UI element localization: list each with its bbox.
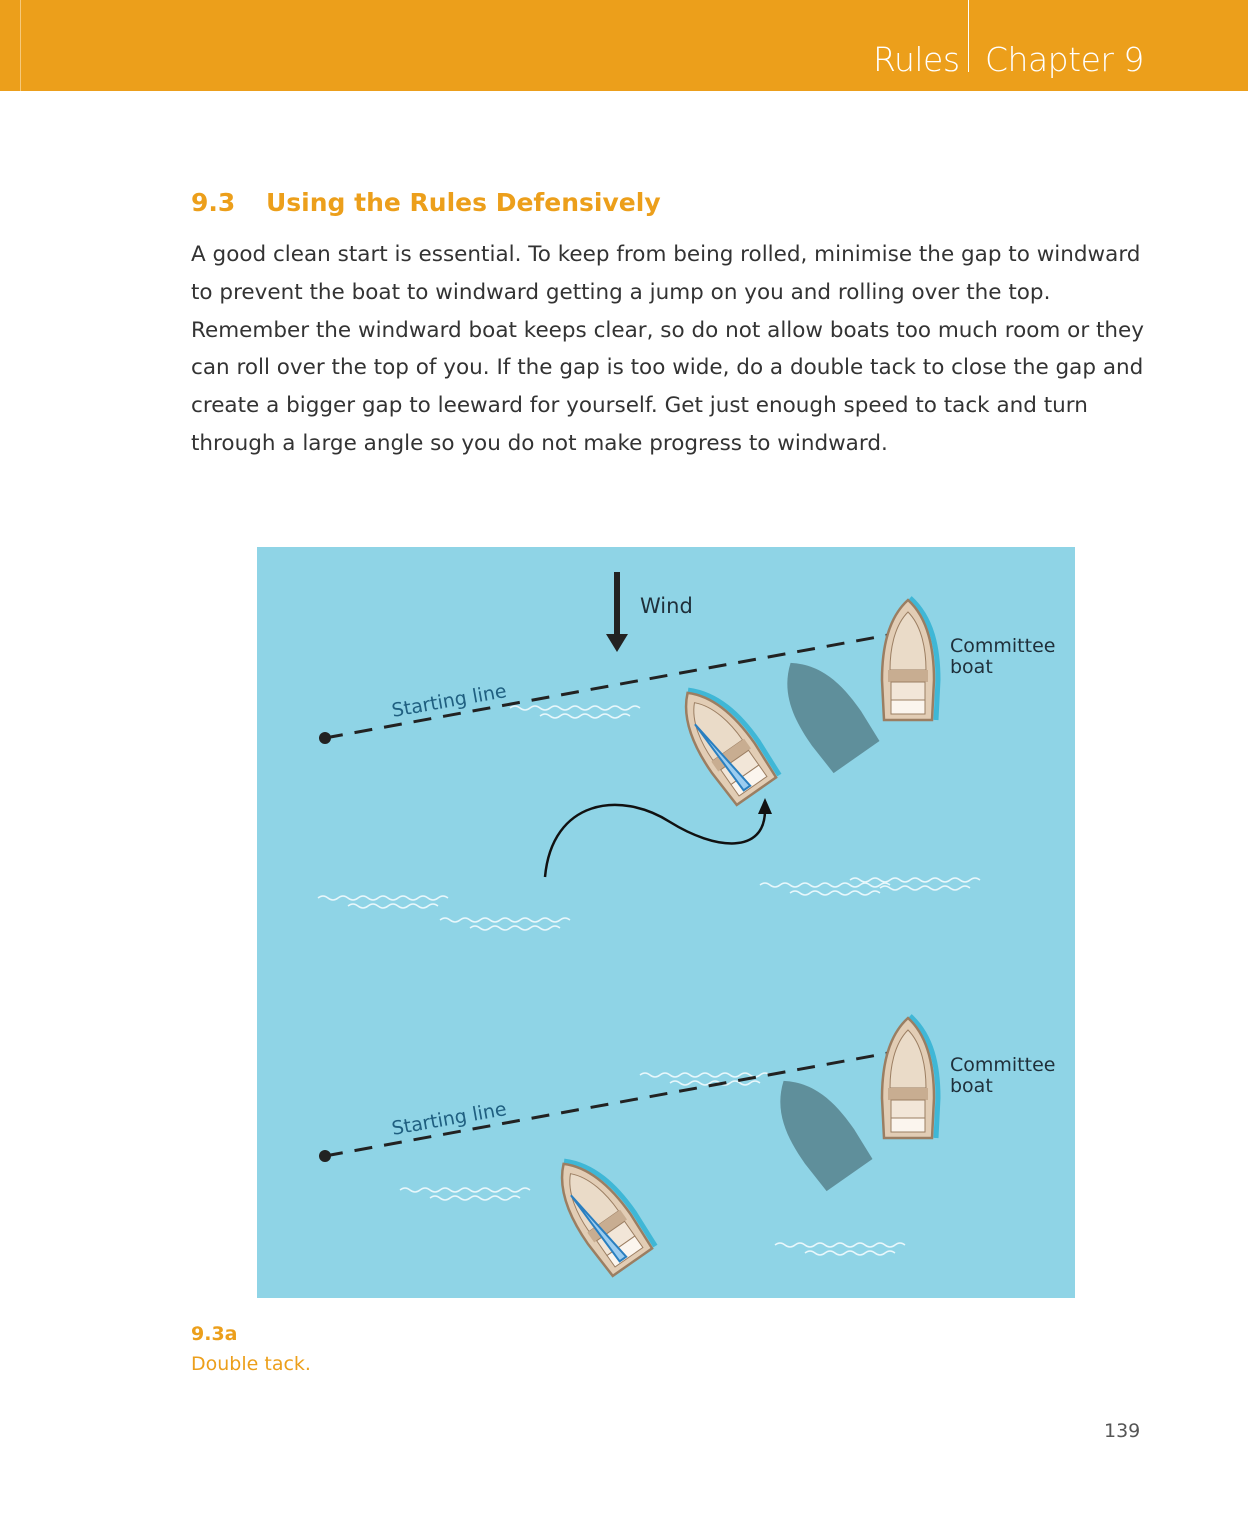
committee-label: boat <box>950 656 993 678</box>
figure-number: 9.3a <box>191 1323 238 1345</box>
header-chapter: Chapter 9 <box>985 40 1144 79</box>
committee-label: Committee <box>950 1054 1056 1076</box>
committee-label: boat <box>950 1075 993 1097</box>
wind-label: Wind <box>640 594 693 618</box>
section-number: 9.3 <box>191 188 236 217</box>
header-section: Rules <box>873 40 960 79</box>
committee-label: Committee <box>950 635 1056 657</box>
page-number: 139 <box>1104 1420 1141 1442</box>
figure-caption: Double tack. <box>191 1353 311 1375</box>
pin-end-mark <box>319 732 331 744</box>
section-title: Using the Rules Defensively <box>266 188 661 217</box>
starting-line-label: Starting line <box>390 680 509 722</box>
body-paragraph: A good clean start is essential. To keep from being rolled, minimise the gap to windward to prevent the boat to windward getting a jump on you and rolling over the top. Remember the windward boat keeps clear, so do not allow boats too much room or they can roll over the top of you. If the gap is too wide, do a double tack to close the gap and create a bigger gap to leeward for yourself. Get just enough speed to tack and turn through a large angle so you do not make progress to windward. <box>191 242 1145 456</box>
pin-end-mark <box>319 1150 331 1162</box>
starting-line-label: Starting line <box>390 1098 509 1140</box>
